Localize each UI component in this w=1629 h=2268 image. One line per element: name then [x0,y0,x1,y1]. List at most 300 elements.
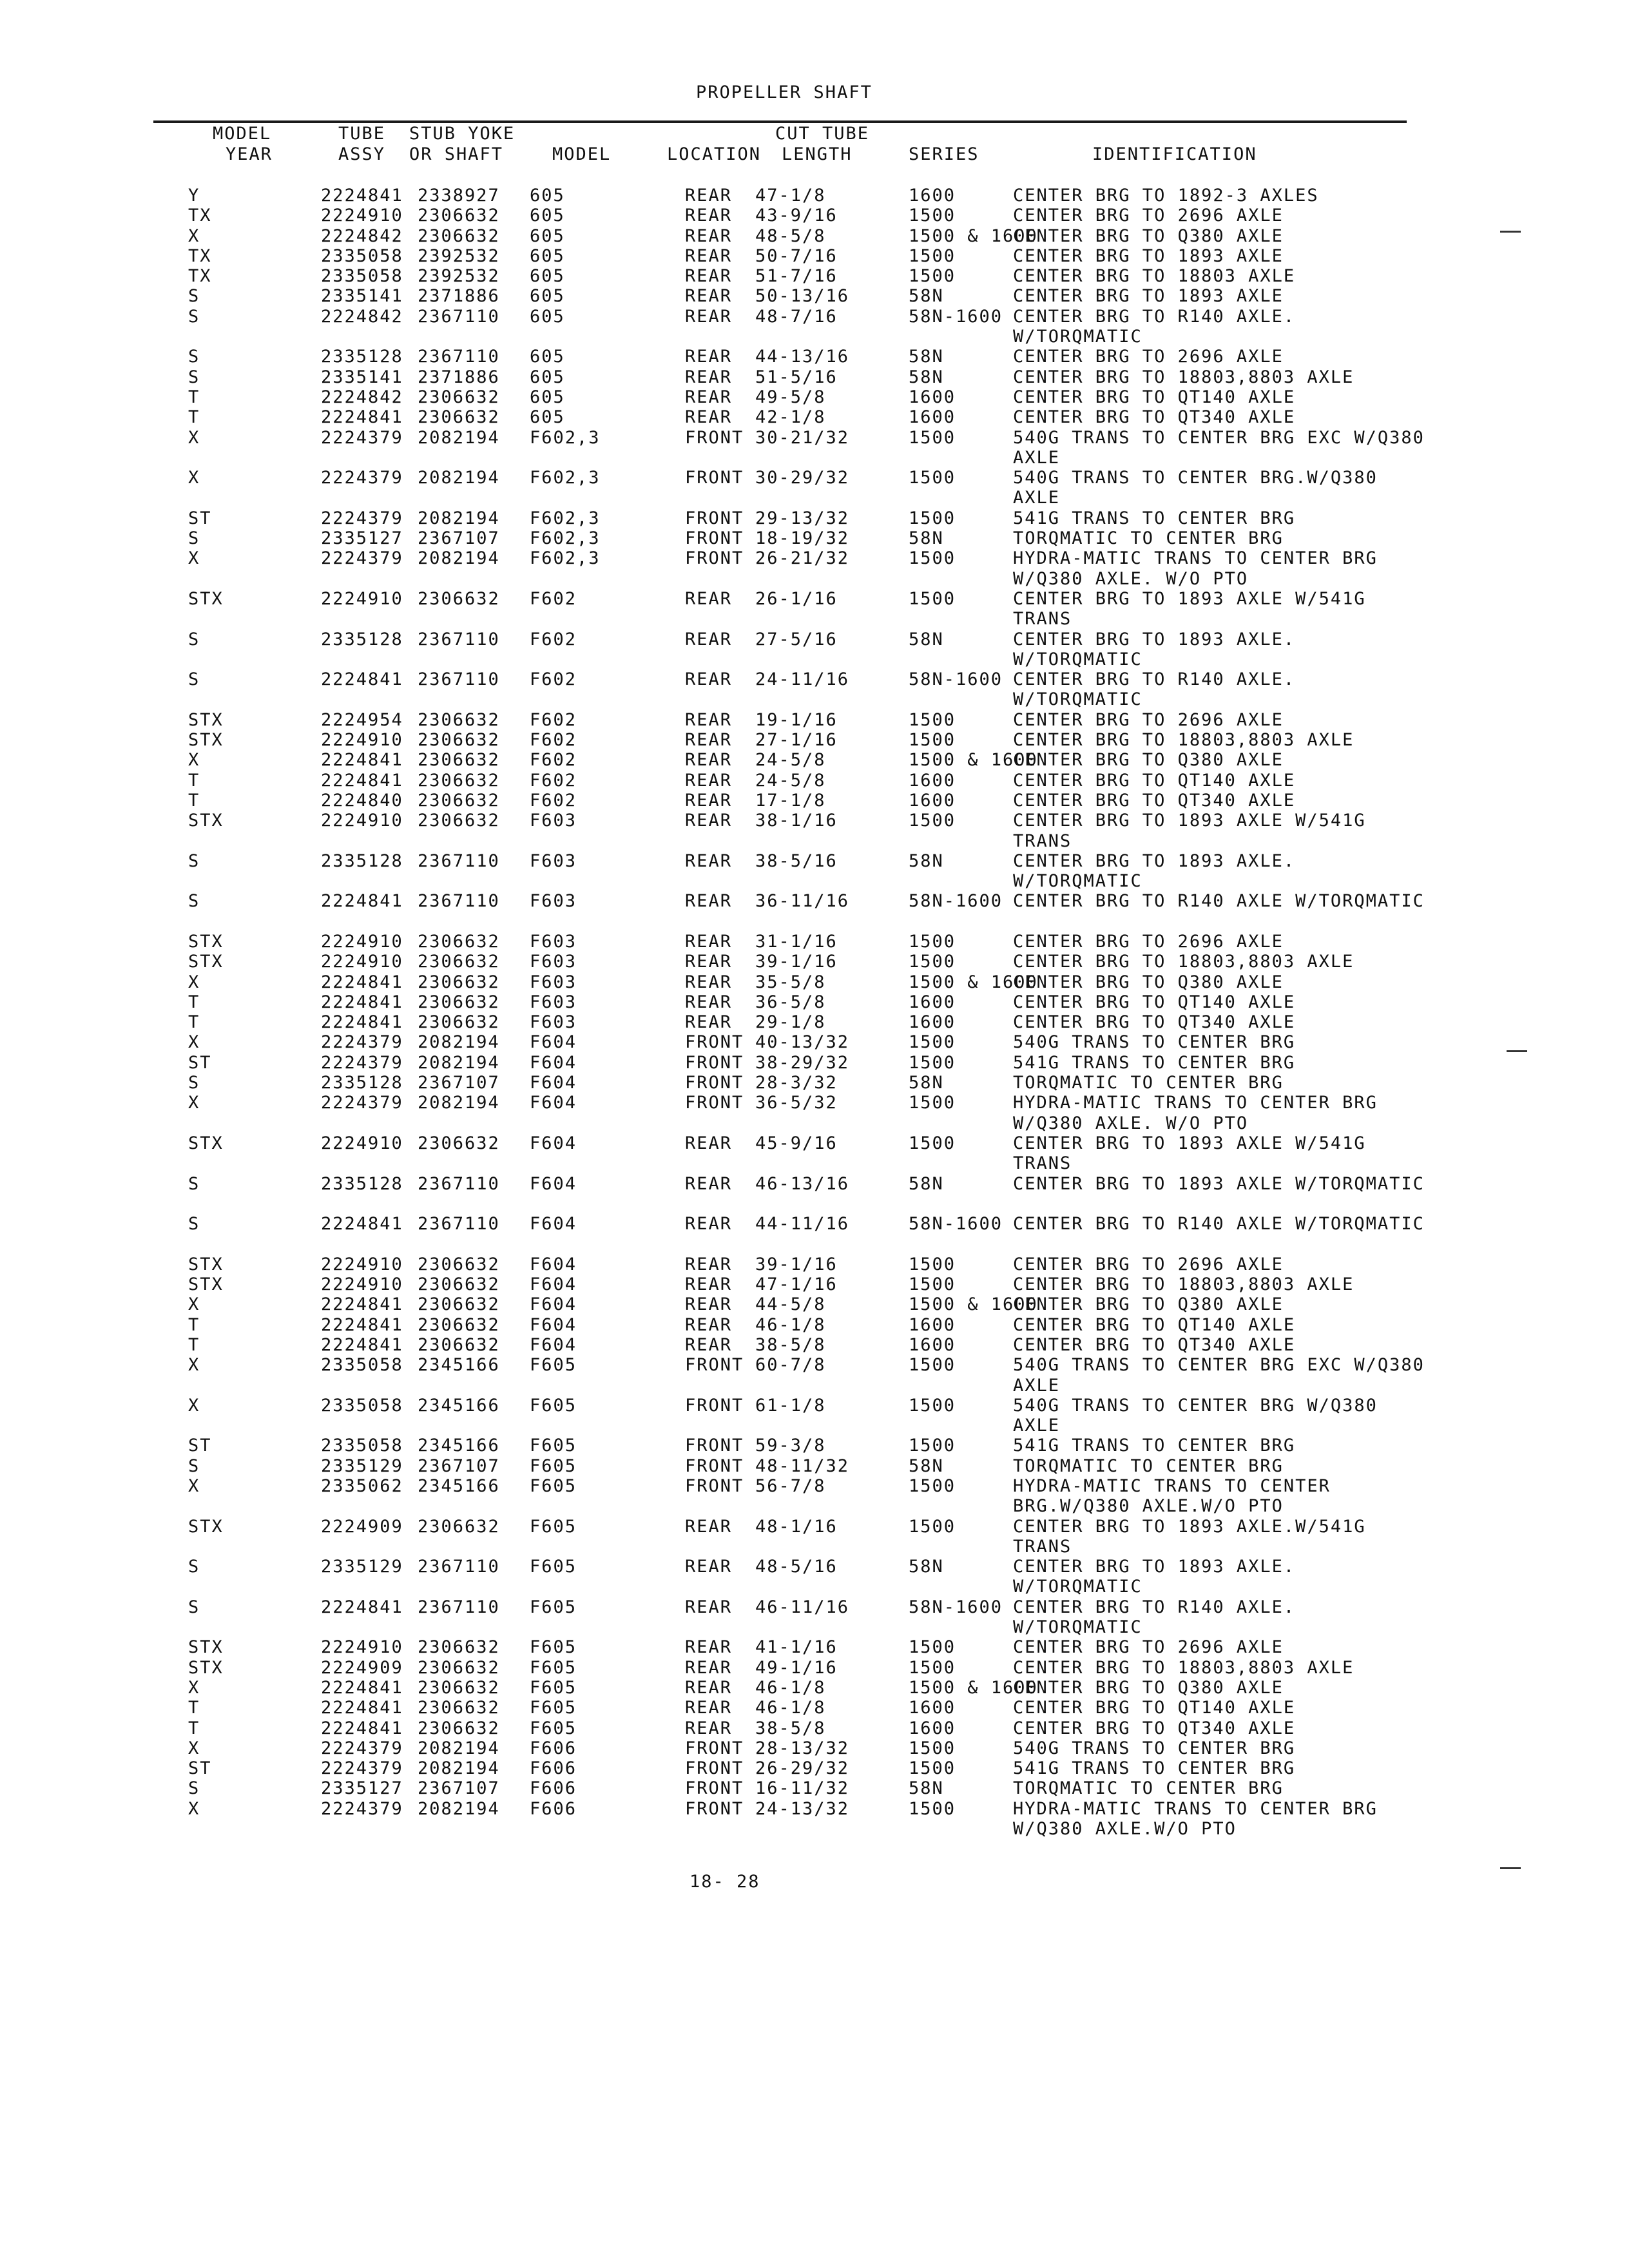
model-year-cell: X [188,1294,200,1315]
series-cell: 1500 [909,1355,956,1376]
tube-assy-cell: 2224841 [321,770,403,791]
series-cell: 1500 & 1600 [909,226,1038,246]
header-identification: IDENTIFICATION [1092,144,1257,164]
model-cell: F603 [530,1012,577,1033]
location-cell: REAR [685,1597,733,1617]
tube-assy-cell: 2224910 [321,931,403,952]
table-row [0,972,1629,992]
tube-assy-cell: 2224379 [321,1032,403,1053]
table-row [0,1436,1629,1456]
series-cell: 1500 [909,548,956,569]
model-year-cell: Y [188,186,200,206]
cut-length-cell: 35-5/8 [755,972,826,992]
model-cell: F605 [530,1476,577,1496]
table-row [0,1718,1629,1738]
model-cell: F602 [530,790,577,811]
cut-length-cell: 26-21/32 [755,548,850,569]
model-cell: F604 [530,1032,577,1053]
model-year-cell: STX [188,1637,224,1658]
model-year-cell: X [188,1798,200,1819]
location-cell: REAR [685,1516,733,1537]
model-cell: 605 [530,306,565,327]
location-cell: REAR [685,669,733,690]
tube-assy-cell: 2224840 [321,790,403,811]
tube-assy-cell: 2224841 [321,1677,403,1698]
location-cell: REAR [685,972,733,992]
cut-length-cell: 48-1/16 [755,1516,838,1537]
cut-length-cell: 39-1/16 [755,1254,838,1274]
identification-cell: CENTER BRG TO 1893 AXLE. W/TORQMATIC [1013,850,1296,892]
identification-cell: HYDRA-MATIC TRANS TO CENTER BRG W/Q380 AXLE. W/O PTO [1013,1093,1378,1133]
series-cell: 1500 [909,427,956,448]
stub-yoke-cell: 2306632 [418,1254,500,1274]
model-cell: F602,3 [530,528,601,549]
location-cell: REAR [685,811,733,831]
stub-yoke-cell: 2392532 [418,266,500,287]
location-cell: REAR [685,750,733,771]
identification-cell: TORQMATIC TO CENTER BRG [1013,1778,1284,1799]
table-row [0,1355,1629,1396]
tube-assy-cell: 2335058 [321,1395,403,1416]
cut-length-cell: 31-1/16 [755,931,838,952]
series-cell: 1500 [909,1133,956,1153]
tube-assy-cell: 2224841 [321,891,403,912]
model-cell: 605 [530,387,565,407]
cut-length-cell: 48-11/32 [755,1456,850,1476]
stub-yoke-cell: 2306632 [418,709,500,730]
cut-length-cell: 45-9/16 [755,1133,838,1153]
model-year-cell: X [188,427,200,448]
stub-yoke-cell: 2306632 [418,206,500,226]
identification-cell: CENTER BRG TO R140 AXLE. W/TORQMATIC [1013,669,1296,710]
table-row [0,246,1629,266]
tube-assy-cell: 2224842 [321,387,403,407]
series-cell: 1500 [909,1657,956,1678]
cut-length-cell: 29-13/32 [755,508,850,528]
identification-cell: CENTER BRG TO QT340 AXLE [1013,407,1296,428]
identification-cell: CENTER BRG TO QT340 AXLE [1013,1012,1296,1033]
cut-length-cell: 47-1/16 [755,1274,838,1295]
stub-yoke-cell: 2367107 [418,1778,500,1799]
stub-yoke-cell: 2082194 [418,1758,500,1779]
location-cell: REAR [685,629,733,649]
location-cell: FRONT [685,1436,744,1456]
series-cell: 58N [909,850,944,871]
location-cell: FRONT [685,1758,744,1779]
series-cell: 1500 [909,1395,956,1416]
model-year-cell: STX [188,1516,224,1537]
table-row [0,1133,1629,1174]
series-cell: 58N [909,629,944,649]
series-cell: 1500 [909,1254,956,1274]
table-row [0,1517,1629,1557]
model-cell: F603 [530,811,577,831]
model-cell: F602 [530,709,577,730]
tube-assy-cell: 2224841 [321,972,403,992]
cut-length-cell: 27-1/16 [755,730,838,751]
stub-yoke-cell: 2306632 [418,992,500,1012]
cut-length-cell: 26-1/16 [755,588,838,609]
tube-assy-cell: 2224909 [321,1657,403,1678]
series-cell: 1500 [909,588,956,609]
cut-length-cell: 46-1/8 [755,1677,826,1698]
stub-yoke-cell: 2367107 [418,528,500,549]
tube-assy-cell: 2335141 [321,367,403,387]
identification-cell: CENTER BRG TO 1892-3 AXLES [1013,186,1319,206]
location-cell: REAR [685,770,733,791]
series-cell: 1500 [909,508,956,528]
tube-assy-cell: 2224379 [321,1738,403,1758]
identification-cell: CENTER BRG TO QT340 AXLE [1013,1718,1296,1738]
model-cell: F603 [530,992,577,1012]
cut-length-cell: 48-5/16 [755,1557,838,1577]
series-cell: 1500 & 1600 [909,1294,1038,1315]
model-year-cell: STX [188,588,224,609]
identification-cell: CENTER BRG TO QT140 AXLE [1013,1314,1296,1335]
table-row [0,932,1629,952]
table-row [0,771,1629,791]
stub-yoke-cell: 2306632 [418,1294,500,1315]
identification-cell: CENTER BRG TO 18803,8803 AXLE [1013,730,1354,751]
stub-yoke-cell: 2306632 [418,972,500,992]
series-cell: 1500 [909,1052,956,1073]
page-number: 18- 28 [689,1872,760,1892]
identification-cell: CENTER BRG TO Q380 AXLE [1013,750,1284,771]
location-cell: REAR [685,931,733,952]
cut-length-cell: 28-13/32 [755,1738,850,1758]
series-cell: 1500 & 1600 [909,1677,1038,1698]
series-cell: 1600 [909,1012,956,1033]
series-cell: 1600 [909,186,956,206]
table-row [0,1658,1629,1678]
model-year-cell: S [188,1214,200,1235]
model-cell: F602 [530,770,577,791]
series-cell: 1500 [909,709,956,730]
cut-length-cell: 30-29/32 [755,468,850,488]
location-cell: REAR [685,1254,733,1274]
cut-length-cell: 49-5/8 [755,387,826,407]
identification-cell: CENTER BRG TO 2696 AXLE [1013,931,1284,952]
identification-cell: 540G TRANS TO CENTER BRG.W/Q380 AXLE [1013,468,1378,508]
location-cell: REAR [685,790,733,811]
stub-yoke-cell: 2367110 [418,347,500,367]
identification-cell: CENTER BRG TO 1893 AXLE W/541G TRANS [1013,1133,1366,1174]
tube-assy-cell: 2224910 [321,1254,403,1274]
table-row [0,1174,1629,1215]
tube-assy-cell: 2335127 [321,1778,403,1799]
model-year-cell: T [188,992,200,1012]
stub-yoke-cell: 2306632 [418,750,500,771]
location-cell: REAR [685,730,733,751]
model-year-cell: ST [188,1436,212,1456]
cut-length-cell: 61-1/8 [755,1395,826,1416]
identification-cell: CENTER BRG TO Q380 AXLE [1013,972,1284,992]
model-year-cell: T [188,1334,200,1355]
model-cell: F605 [530,1436,577,1456]
identification-cell: CENTER BRG TO 1893 AXLE W/TORQMATIC [1013,1173,1425,1194]
identification-cell: CENTER BRG TO QT340 AXLE [1013,1334,1296,1355]
location-cell: REAR [685,1214,733,1235]
table-row [0,629,1629,670]
tube-assy-cell: 2224379 [321,1798,403,1819]
stub-yoke-cell: 2367110 [418,1214,500,1235]
table-row [0,508,1629,528]
cut-length-cell: 51-7/16 [755,266,838,287]
model-cell: F603 [530,931,577,952]
stub-yoke-cell: 2306632 [418,1718,500,1738]
model-cell: F606 [530,1798,577,1819]
model-cell: F606 [530,1758,577,1779]
table-row [0,468,1629,508]
location-cell: REAR [685,1294,733,1315]
model-cell: 605 [530,286,565,307]
tube-assy-cell: 2224910 [321,588,403,609]
location-cell: REAR [685,1133,733,1153]
identification-cell: CENTER BRG TO Q380 AXLE [1013,1294,1284,1315]
cut-length-cell: 28-3/32 [755,1073,838,1093]
identification-cell: CENTER BRG TO 1893 AXLE. W/TORQMATIC [1013,1557,1296,1597]
identification-cell: CENTER BRG TO 18803,8803 AXLE [1013,952,1354,972]
model-cell: F605 [530,1456,577,1476]
table-row [0,1456,1629,1476]
stub-yoke-cell: 2082194 [418,1032,500,1053]
cut-length-cell: 16-11/32 [755,1778,850,1799]
stub-yoke-cell: 2306632 [418,226,500,246]
stub-yoke-cell: 2367110 [418,1597,500,1617]
tube-assy-cell: 2224841 [321,186,403,206]
cut-length-cell: 49-1/16 [755,1657,838,1678]
cut-length-cell: 51-5/16 [755,367,838,387]
cut-length-cell: 59-3/8 [755,1436,826,1456]
location-cell: REAR [685,1657,733,1678]
location-cell: FRONT [685,528,744,549]
location-cell: REAR [685,347,733,367]
table-row [0,206,1629,226]
location-cell: REAR [685,245,733,266]
series-cell: 1500 [909,1032,956,1053]
stub-yoke-cell: 2306632 [418,952,500,972]
stub-yoke-cell: 2306632 [418,1274,500,1295]
page-title: PROPELLER SHAFT [696,82,872,102]
model-year-cell: TX [188,245,212,266]
model-cell: F605 [530,1698,577,1718]
model-cell: F603 [530,952,577,972]
series-cell: 1600 [909,1334,956,1355]
tube-assy-cell: 2335058 [321,245,403,266]
location-cell: REAR [685,1718,733,1738]
location-cell: FRONT [685,1778,744,1799]
series-cell: 1500 [909,266,956,287]
cut-length-cell: 41-1/16 [755,1637,838,1658]
series-cell: 1500 [909,1798,956,1819]
stub-yoke-cell: 2306632 [418,1657,500,1678]
header-tube-1: TUBE [338,124,386,144]
location-cell: REAR [685,387,733,407]
model-year-cell: STX [188,811,224,831]
stub-yoke-cell: 2306632 [418,931,500,952]
location-cell: REAR [685,1677,733,1698]
identification-cell: CENTER BRG TO 1893 AXLE W/541G TRANS [1013,811,1366,851]
series-cell: 1500 & 1600 [909,750,1038,771]
model-year-cell: T [188,1718,200,1738]
cut-length-cell: 27-5/16 [755,629,838,649]
model-cell: F602,3 [530,427,601,448]
identification-cell: 540G TRANS TO CENTER BRG [1013,1032,1296,1053]
identification-cell: CENTER BRG TO 18803 AXLE [1013,266,1296,287]
tube-assy-cell: 2335058 [321,266,403,287]
series-cell: 1500 [909,1758,956,1779]
model-year-cell: X [188,1677,200,1698]
model-cell: F606 [530,1778,577,1799]
model-cell: 605 [530,226,565,246]
header-rule [153,120,1407,123]
tube-assy-cell: 2335062 [321,1476,403,1496]
stub-yoke-cell: 2306632 [418,811,500,831]
series-cell: 1600 [909,1698,956,1718]
stub-yoke-cell: 2345166 [418,1355,500,1376]
model-year-cell: X [188,1032,200,1053]
stub-yoke-cell: 2306632 [418,730,500,751]
identification-cell: 541G TRANS TO CENTER BRG [1013,1758,1296,1779]
model-cell: F604 [530,1173,577,1194]
header-stub-1: STUB YOKE [409,124,516,144]
location-cell: FRONT [685,548,744,569]
model-year-cell: S [188,528,200,549]
tube-assy-cell: 2335058 [321,1436,403,1456]
tube-assy-cell: 2224842 [321,226,403,246]
location-cell: FRONT [685,1355,744,1376]
identification-cell: CENTER BRG TO Q380 AXLE [1013,1677,1284,1698]
model-cell: F602 [530,629,577,649]
identification-cell: CENTER BRG TO 1893 AXLE. W/TORQMATIC [1013,629,1296,669]
table-row [0,1032,1629,1052]
identification-cell: CENTER BRG TO R140 AXLE W/TORQMATIC [1013,1214,1425,1235]
stub-yoke-cell: 2306632 [418,1334,500,1355]
tube-assy-cell: 2335129 [321,1456,403,1476]
tube-assy-cell: 2335128 [321,850,403,871]
table-row [0,1073,1629,1093]
stub-yoke-cell: 2082194 [418,508,500,528]
identification-cell: 540G TRANS TO CENTER BRG [1013,1738,1296,1758]
tube-assy-cell: 2224379 [321,548,403,569]
series-cell: 58N [909,367,944,387]
tube-assy-cell: 2224910 [321,1133,403,1153]
location-cell: REAR [685,226,733,246]
cut-length-cell: 46-1/8 [755,1698,826,1718]
identification-cell: CENTER BRG TO 1893 AXLE W/541G TRANS [1013,588,1366,629]
location-cell: FRONT [685,1476,744,1496]
model-year-cell: ST [188,508,212,528]
table-row [0,307,1629,347]
model-year-cell: X [188,1476,200,1496]
stub-yoke-cell: 2345166 [418,1476,500,1496]
identification-cell: CENTER BRG TO Q380 AXLE [1013,226,1284,246]
cut-length-cell: 38-5/8 [755,1334,826,1355]
model-cell: F604 [530,1334,577,1355]
cut-length-cell: 46-11/16 [755,1597,850,1617]
tube-assy-cell: 2224910 [321,1637,403,1658]
cut-length-cell: 29-1/8 [755,1012,826,1033]
model-year-cell: T [188,1314,200,1335]
tube-assy-cell: 2224910 [321,1274,403,1295]
table-row [0,407,1629,427]
identification-cell: TORQMATIC TO CENTER BRG [1013,528,1284,549]
series-cell: 1500 [909,206,956,226]
header-cut-tube-2: LENGTH [782,144,853,164]
series-cell: 1500 [909,1093,956,1113]
cut-length-cell: 44-11/16 [755,1214,850,1235]
location-cell: FRONT [685,468,744,488]
stub-yoke-cell: 2306632 [418,387,500,407]
model-year-cell: TX [188,266,212,287]
stub-yoke-cell: 2392532 [418,245,500,266]
series-cell: 1600 [909,1718,956,1738]
model-year-cell: S [188,286,200,307]
identification-cell: CENTER BRG TO QT140 AXLE [1013,992,1296,1012]
header-tube-2: ASSY [338,144,386,164]
table-row [0,710,1629,730]
table-row [0,811,1629,851]
identification-cell: CENTER BRG TO QT140 AXLE [1013,387,1296,407]
model-cell: F605 [530,1677,577,1698]
identification-cell: 541G TRANS TO CENTER BRG [1013,1436,1296,1456]
cut-length-cell: 48-5/8 [755,226,826,246]
location-cell: FRONT [685,1032,744,1053]
identification-cell: CENTER BRG TO 2696 AXLE [1013,1254,1284,1274]
tube-assy-cell: 2224841 [321,407,403,428]
series-cell: 1500 & 1600 [909,972,1038,992]
model-year-cell: X [188,548,200,569]
table-row [0,1799,1629,1840]
table-row [0,851,1629,892]
series-cell: 1500 [909,1436,956,1456]
tube-assy-cell: 2224909 [321,1516,403,1537]
table-row [0,1214,1629,1254]
model-year-cell: STX [188,1657,224,1678]
table-row [0,428,1629,468]
table-row [0,891,1629,932]
series-cell: 1500 [909,811,956,831]
stub-yoke-cell: 2306632 [418,1314,500,1335]
tube-assy-cell: 2224379 [321,1052,403,1073]
identification-cell: CENTER BRG TO QT140 AXLE [1013,1698,1296,1718]
location-cell: REAR [685,1637,733,1658]
model-cell: F604 [530,1294,577,1315]
model-year-cell: T [188,1012,200,1033]
series-cell: 1600 [909,992,956,1012]
identification-cell: HYDRA-MATIC TRANS TO CENTER BRG W/Q380 AXLE. W/O PTO [1013,548,1378,589]
cut-length-cell: 48-7/16 [755,306,838,327]
table-row [0,1778,1629,1798]
location-cell: REAR [685,1314,733,1335]
series-cell: 58N [909,1557,944,1577]
stub-yoke-cell: 2306632 [418,1012,500,1033]
tube-assy-cell: 2224841 [321,1718,403,1738]
model-cell: F603 [530,850,577,871]
location-cell: REAR [685,1334,733,1355]
model-cell: 605 [530,347,565,367]
model-cell: F605 [530,1637,577,1658]
model-year-cell: T [188,1698,200,1718]
table-row [0,367,1629,387]
table-row [0,1738,1629,1758]
stub-yoke-cell: 2367110 [418,850,500,871]
series-cell: 1500 [909,1274,956,1295]
model-year-cell: STX [188,952,224,972]
identification-cell: CENTER BRG TO QT140 AXLE [1013,770,1296,791]
tube-assy-cell: 2224841 [321,1597,403,1617]
cut-length-cell: 38-29/32 [755,1052,850,1073]
